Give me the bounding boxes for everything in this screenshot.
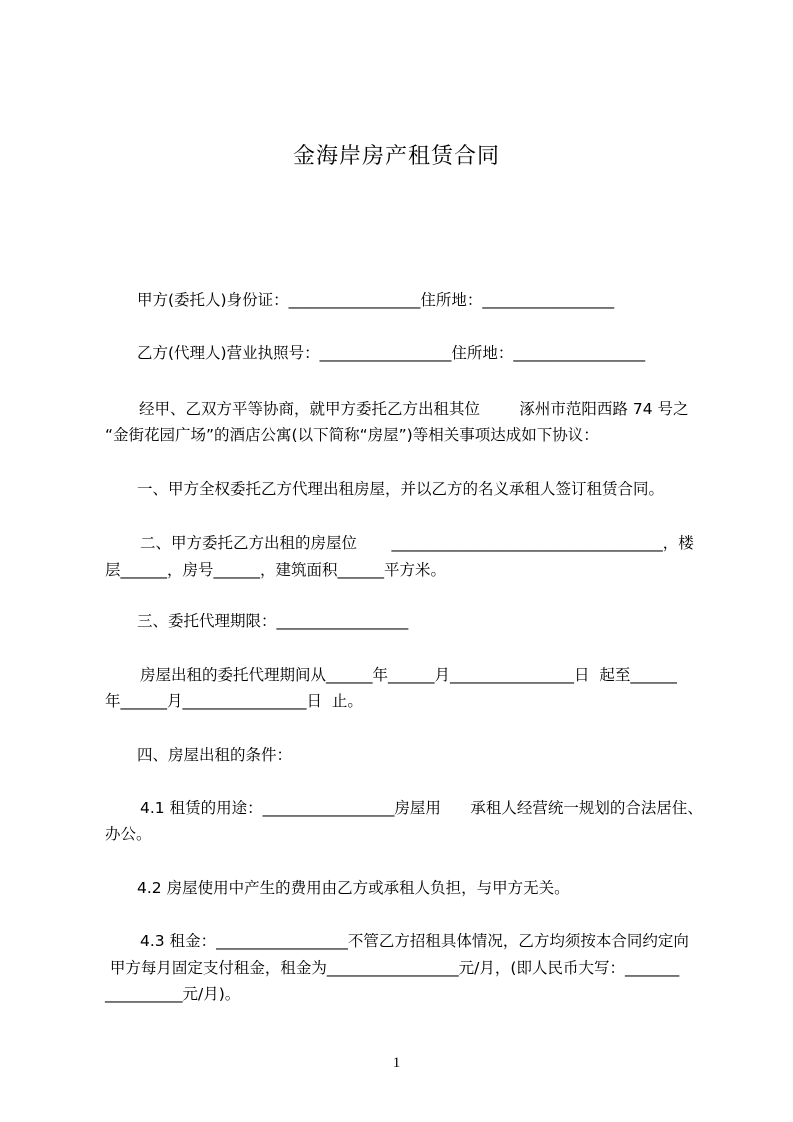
clause-4-3-line-2: 甲方每月固定支付租金，租金为_________________元/月，(即人民币大写：_______ (105, 959, 680, 977)
clause-2-line-1: 二、甲方委托乙方出租的房屋位 ___________________________________，楼 (140, 534, 694, 552)
agency-period-line-1: 房屋出租的委托代理期间从______年______月________________日 起至______ (140, 666, 677, 684)
clause-2-line-2: 层______，房号______，建筑面积______平方米。 (105, 561, 447, 579)
page-number: 1 (392, 1055, 401, 1071)
clause-4-2-line: 4.2 房屋使用中产生的费用由乙方或承租人负担，与甲方无关。 (137, 879, 570, 897)
party-b-line: 乙方(代理人)营业执照号：_________________住所地：_________________ (137, 344, 646, 362)
preamble-line-2: “金街花园广场”的酒店公寓(以下简称“房屋”)等相关事项达成如下协议： (105, 426, 599, 444)
clause-4-3-line-3: __________元/月)。 (105, 985, 241, 1003)
clause-1-line: 一、甲方全权委托乙方代理出租房屋，并以乙方的名义承租人签订租赁合同。 (137, 480, 665, 498)
clause-3-line: 三、委托代理期限：_________________ (137, 612, 409, 630)
clause-4-heading: 四、房屋出租的条件： (137, 746, 293, 764)
party-a-line: 甲方(委托人)身份证：_________________住所地：_________________ (137, 291, 615, 309)
clause-4-3-line-1: 4.3 租金：_________________不管乙方招租具体情况，乙方均须按本合同约定向 (140, 932, 689, 950)
clause-4-1-line-1: 4.1 租赁的用途：_________________房屋用 承租人经营统一规划的合法居住、 (140, 799, 703, 817)
preamble-line-1: 经甲、乙双方平等协商，就甲方委托乙方出租其位 涿州市范阳西路 74 号之 (139, 400, 689, 418)
clause-4-1-line-2: 办公。 (105, 825, 152, 843)
agency-period-line-2: 年______月________________日 止。 (105, 692, 363, 710)
document-title: 金海岸房产租赁合同 (292, 144, 500, 169)
